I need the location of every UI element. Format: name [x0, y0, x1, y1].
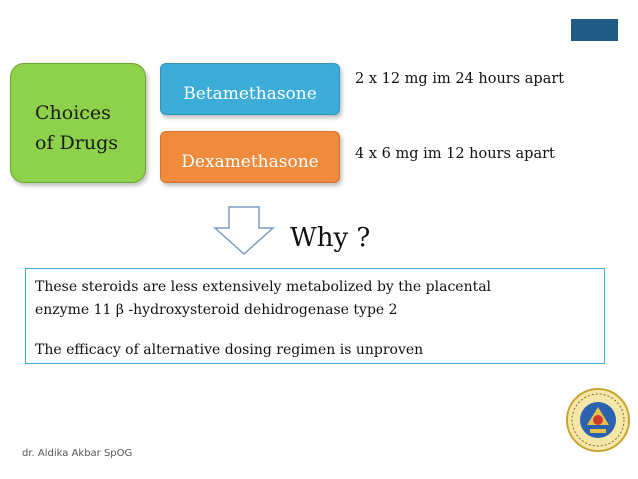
explanation-line-3: The efficacy of alternative dosing regimen is unproven: [35, 342, 424, 358]
explanation-box: [25, 268, 605, 364]
corner-accent-block: [571, 19, 618, 41]
author-footer: dr. Aldika Akbar SpOG: [22, 448, 133, 459]
choices-of-drugs-box: [10, 63, 146, 183]
dexamethasone-box: [160, 131, 340, 183]
choices-label: Choices of Drugs: [35, 102, 118, 154]
down-arrow-icon: [213, 206, 275, 256]
university-seal-icon: [565, 387, 631, 453]
betamethasone-label: Betamethasone: [183, 84, 317, 104]
explanation-line-1: These steroids are less extensively metabolized by the placental: [35, 279, 492, 295]
betamethasone-box: [160, 63, 340, 115]
why-question: Why ?: [290, 223, 371, 253]
dexamethasone-label: Dexamethasone: [181, 152, 319, 172]
betamethasone-dose: 2 x 12 mg im 24 hours apart: [355, 71, 565, 87]
dexamethasone-dose: 4 x 6 mg im 12 hours apart: [355, 146, 555, 162]
explanation-line-2: enzyme 11 β -hydroxysteroid dehidrogenase type 2: [35, 302, 398, 318]
